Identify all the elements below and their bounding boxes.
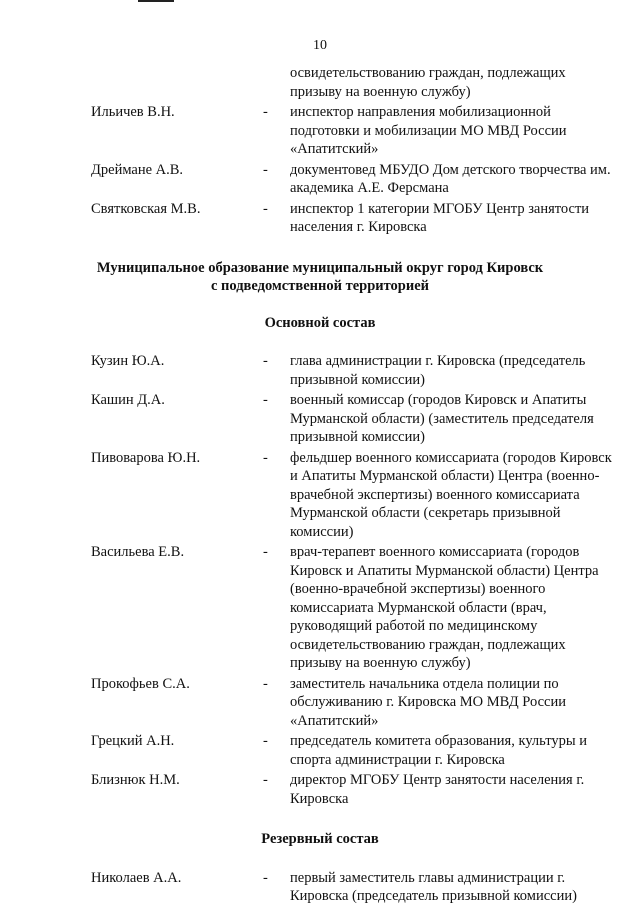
member-name: Святковская М.В. (91, 200, 201, 217)
page-number: 10 (313, 38, 327, 53)
member-role: документовед МБУДО Дом детского творчества им. академика А.Е. Ферсмана (290, 161, 611, 196)
member-name: Васильева Е.В. (91, 544, 185, 560)
area-heading-line1: Муниципальное образование муниципальный округ город Кировск (96, 259, 544, 276)
area-heading (0, 259, 640, 296)
member-role: фельдшер военного комиссариата (городов Кировск и Апатиты Мурманской области) Центра (военно-врачебной экспертизы) военного комиссариата Мурманской области (секретарь призывной комиссии) (290, 449, 612, 540)
dash-separator: - (263, 449, 268, 466)
main-section-list (0, 352, 640, 808)
member-name: Дреймане А.В. (91, 161, 184, 178)
member-entry (0, 732, 640, 769)
member-name: Грецкий А.Н. (91, 733, 175, 749)
member-name: Кашин Д.А. (91, 392, 165, 408)
reserve-section-list (0, 869, 640, 906)
member-role: первый заместитель главы администрации г. Кировска (председатель призывной комиссии) (290, 869, 577, 904)
dash-separator: - (263, 544, 268, 560)
member-role: инспектор 1 категории МГОБУ Центр занятости населения г. Кировска (290, 200, 590, 235)
dash-separator: - (263, 104, 268, 120)
member-name: Николаев А.А. (91, 869, 182, 886)
reserve-section-title: Резервный состав (261, 831, 379, 847)
member-entry (0, 391, 640, 447)
member-entry (0, 352, 640, 389)
member-role: заместитель начальника отдела полиции по обслуживанию г. Кировска МО МВД России «Апатитский» (290, 675, 567, 729)
member-name: Кузин Ю.А. (91, 353, 165, 369)
member-entry (0, 200, 640, 237)
main-section-title: Основной состав (264, 314, 376, 331)
member-entry (0, 64, 640, 101)
dash-separator: - (263, 869, 268, 886)
area-heading-line2: с подведомственной территорией (210, 278, 430, 294)
member-name: Прокофьев С.А. (91, 675, 190, 692)
member-role: врач-терапевт военного комиссариата (городов Кировск и Апатиты Мурманской области) Центра (военно-врачебной экспертизы) военного комиссариата Мурманской области (врач, руководящий работой по медицинскому освидетельствованию граждан, подлежащих призыву на военную службу) (290, 544, 599, 671)
document-body (0, 64, 640, 906)
member-role: военный комиссар (городов Кировск и Апатиты Мурманской области) (заместитель председателя призывной комиссии) (290, 392, 594, 445)
dash-separator: - (263, 772, 268, 788)
member-entry (0, 543, 640, 673)
member-role: председатель комитета образования, культуры и спорта администрации г. Кировска (290, 733, 587, 768)
member-entry (0, 103, 640, 159)
top-rule (138, 0, 174, 2)
dash-separator: - (263, 161, 268, 178)
continuation-block (0, 64, 640, 237)
member-entry (0, 161, 640, 198)
member-entry (0, 675, 640, 731)
dash-separator: - (263, 733, 268, 749)
member-role: глава администрации г. Кировска (председатель призывной комиссии) (290, 353, 586, 388)
member-role: инспектор направления мобилизационной подготовки и мобилизации МО МВД России «Апатитский» (290, 104, 567, 157)
dash-separator: - (263, 392, 268, 408)
dash-separator: - (263, 675, 268, 692)
member-entry (0, 771, 640, 808)
dash-separator: - (263, 353, 268, 369)
member-role: директор МГОБУ Центр занятости населения г. Кировска (290, 772, 585, 807)
member-role: освидетельствованию граждан, подлежащих призыву на военную службу) (290, 65, 566, 100)
member-entry (0, 869, 640, 906)
member-name: Пивоварова Ю.Н. (91, 449, 201, 466)
member-name: Ильичев В.Н. (91, 104, 175, 120)
member-name: Близнюк Н.М. (91, 772, 180, 788)
dash-separator: - (263, 200, 268, 217)
member-entry (0, 449, 640, 542)
